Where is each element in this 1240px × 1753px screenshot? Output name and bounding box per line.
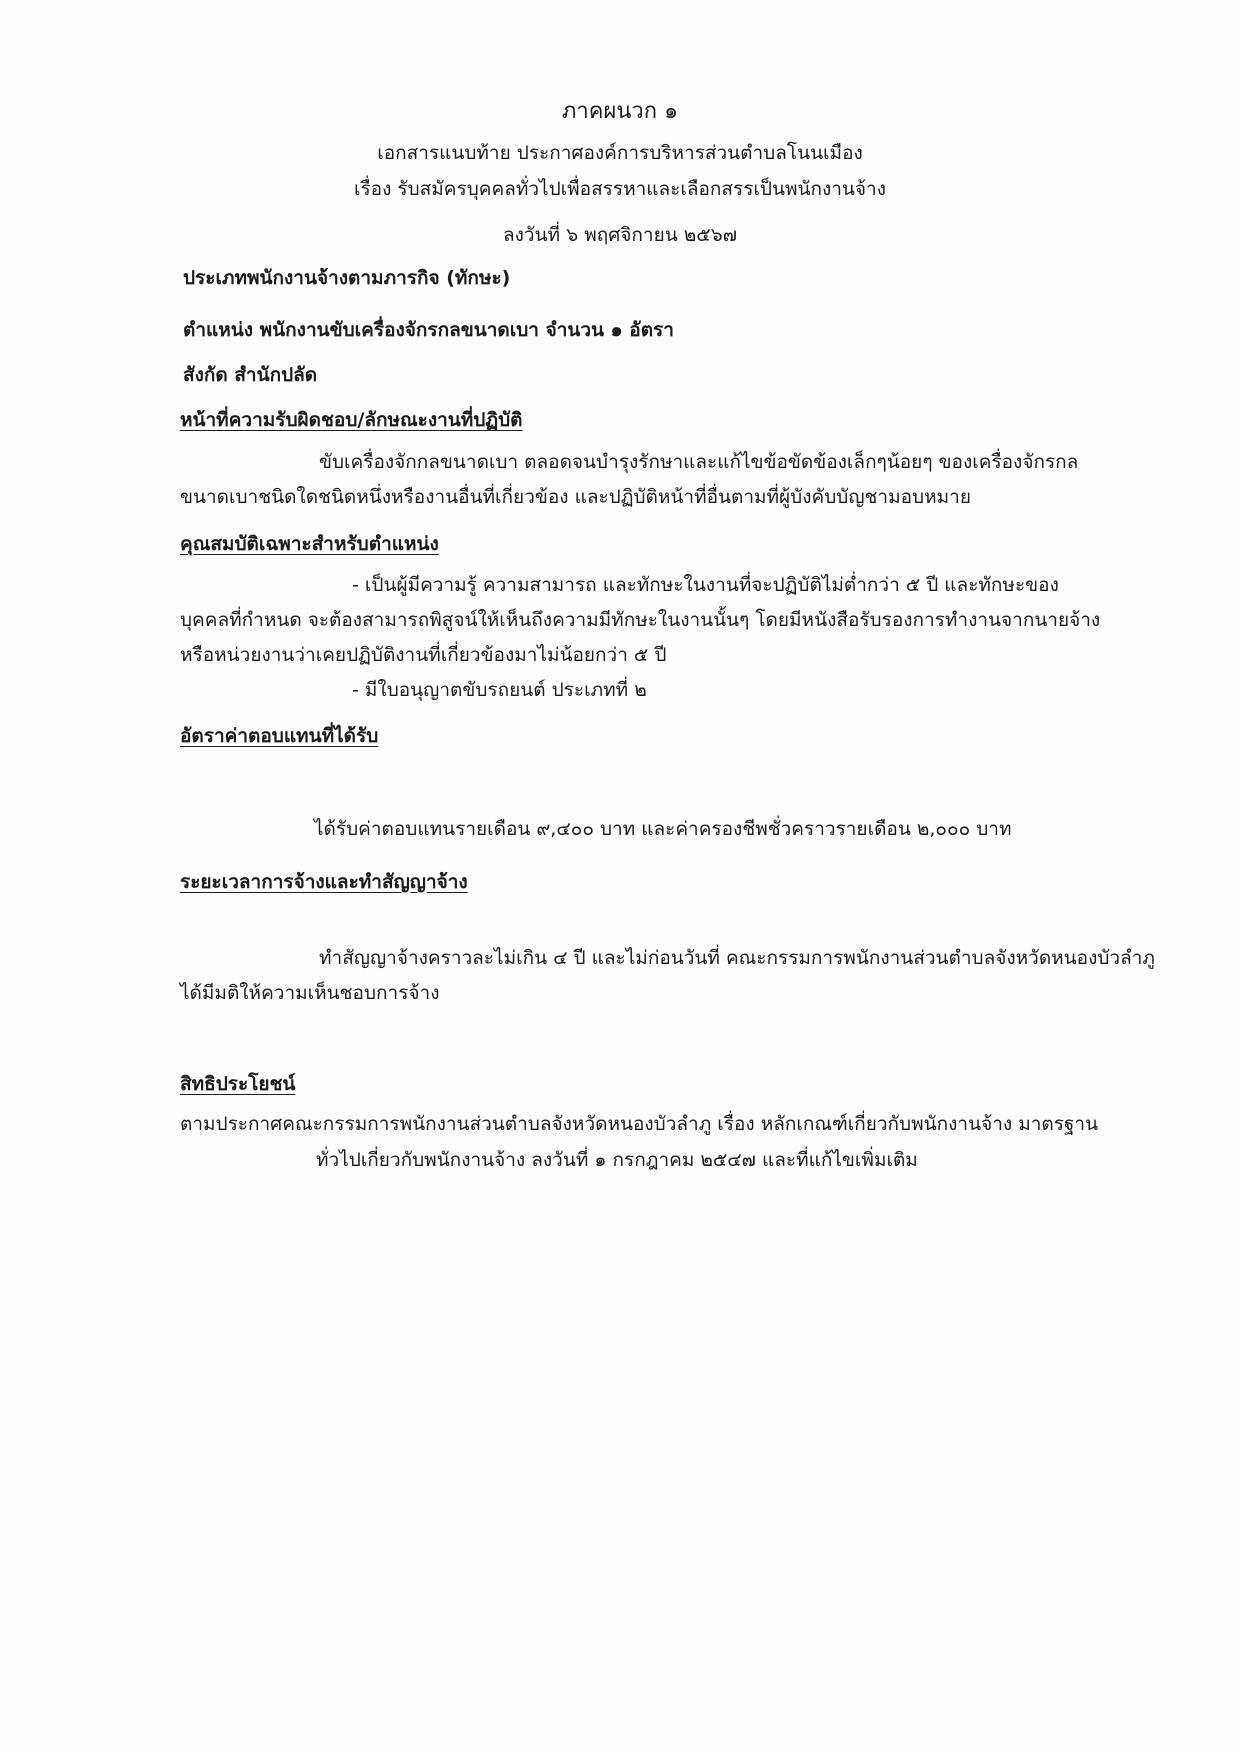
compensation-heading: อัตราค่าตอบแทนที่ได้รับ [180, 725, 379, 747]
qualifications-line-1: - เป็นผู้มีความรู้ ความสามารถ และทักษะในงานที่จะปฏิบัติไม่ต่ำกว่า ๕ ปี และทักษะของ [352, 574, 1059, 596]
position-line: ตำแหน่ง พนักงานขับเครื่องจักรกลขนาดเบา จำนวน ๑ อัตรา [183, 319, 674, 341]
duties-line-2: ขนาดเบาชนิดใดชนิดหนึ่งหรืองานอื่นที่เกี่ยวข้อง และปฏิบัติหน้าที่อื่นตามที่ผู้บังคับบัญชามอบหมาย [180, 486, 971, 508]
qualifications-line-3: หรือหน่วยงานว่าเคยปฏิบัติงานที่เกี่ยวข้องมาไม่น้อยกว่า ๕ ปี [180, 644, 667, 666]
affiliation-line: สังกัด สำนักปลัด [183, 364, 318, 386]
term-line-1: ทำสัญญาจ้างคราวละไม่เกิน ๔ ปี และไม่ก่อนวันที่ คณะกรรมการพนักงานส่วนตำบลจังหวัดหนองบัวลำภู [319, 947, 1155, 969]
duties-heading: หน้าที่ความรับผิดชอบ/ลักษณะงานที่ปฏิบัติ [180, 409, 523, 431]
benefits-line-1: ตามประกาศคณะกรรมการพนักงานส่วนตำบลจังหวัดหนองบัวลำภู เรื่อง หลักเกณฑ์เกี่ยวกับพนักงานจ้าง มาตรฐาน [180, 1113, 1099, 1135]
benefits-line-2: ทั่วไปเกี่ยวกับพนักงานจ้าง ลงวันที่ ๑ กรกฎาคม ๒๕๔๗ และที่แก้ไขเพิ่มเติม [316, 1149, 918, 1171]
term-heading: ระยะเวลาการจ้างและทำสัญญาจ้าง [180, 871, 468, 893]
header-line-1: เอกสารแนบท้าย ประกาศองค์การบริหารส่วนตำบลโนนเมือง [377, 142, 863, 164]
document-title: ภาคผนวก ๑ [561, 99, 679, 124]
qualifications-line-2: บุคคลที่กำหนด จะต้องสามารถพิสูจน์ให้เห็นถึงความมีทักษะในงานนั้นๆ โดยมีหนังสือรับรองการทำงานจากนายจ้าง [180, 609, 1101, 631]
compensation-line-1: ได้รับค่าตอบแทนรายเดือน ๙,๔๐๐ บาท และค่าครองชีพชั่วคราวรายเดือน ๒,๐๐๐ บาท [314, 818, 1012, 840]
header-line-2: เรื่อง รับสมัครบุคคลทั่วไปเพื่อสรรหาและเลือกสรรเป็นพนักงานจ้าง [353, 178, 887, 200]
duties-line-1: ขับเครื่องจักกลขนาดเบา ตลอดจนบำรุงรักษาและแก้ไขข้อขัดข้องเล็กๆน้อยๆ ของเครื่องจักรกล [319, 451, 1079, 473]
term-line-2: ได้มีมติให้ความเห็นชอบการจ้าง [180, 982, 440, 1004]
qualifications-heading: คุณสมบัติเฉพาะสำหรับตำแหน่ง [180, 533, 439, 555]
header-date: ลงวันที่ ๖ พฤศจิกายน ๒๕๖๗ [502, 224, 738, 246]
benefits-heading: สิทธิประโยชน์ [180, 1073, 296, 1095]
qualifications-line-4: - มีใบอนุญาตขับรถยนต์ ประเภทที่ ๒ [352, 679, 647, 701]
employee-type: ประเภทพนักงานจ้างตามภารกิจ (ทักษะ) [183, 267, 511, 289]
